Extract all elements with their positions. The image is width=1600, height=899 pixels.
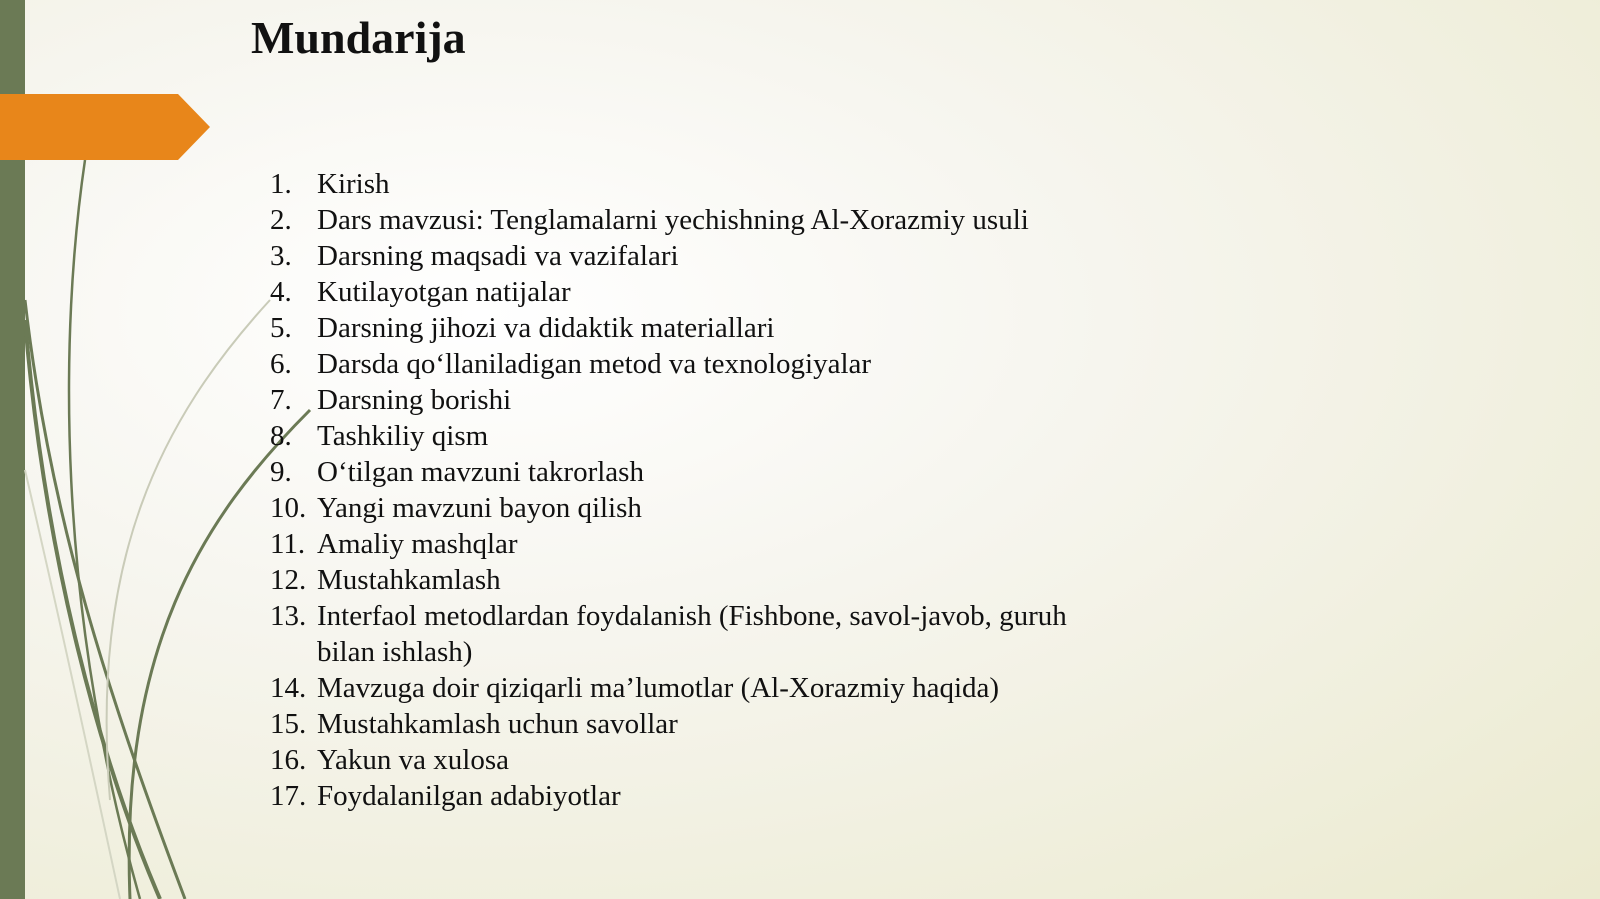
list-item-text: O‘tilgan mavzuni takrorlash (317, 456, 644, 488)
list-item-text: Kirish (317, 168, 390, 200)
orange-arrow-banner (0, 94, 210, 160)
list-item-number: 6. (270, 348, 292, 380)
list-item (270, 778, 1070, 814)
list-item-number: 3. (270, 240, 292, 272)
list-item-text: Interfaol metodlardan foydalanish (Fishbone, savol-javob, guruh bilan ishlash) (317, 600, 1067, 668)
list-item (270, 670, 1070, 706)
list-item-number: 14. (270, 672, 307, 704)
list-item-number: 5. (270, 312, 292, 344)
list-item (270, 238, 1070, 274)
list-item-text: Mavzuga doir qiziqarli ma’lumotlar (Al-Xorazmiy haqida) (317, 672, 1000, 704)
list-item-text: Darsning borishi (317, 384, 512, 416)
list-item-number: 4. (270, 276, 292, 308)
list-item-text: Yakun va xulosa (317, 744, 509, 776)
list-item-number: 11. (270, 528, 306, 560)
list-item-text: Darsning jihozi va didaktik materiallari (317, 312, 775, 344)
list-item-number: 17. (270, 780, 307, 812)
list-item-number: 15. (270, 708, 307, 740)
list-item (270, 562, 1070, 598)
list-item-text: Darsning maqsadi va vazifalari (317, 240, 679, 272)
list-item-number: 7. (270, 384, 292, 416)
list-item (270, 526, 1070, 562)
list-item-number: 13. (270, 600, 307, 632)
stem-line (25, 320, 160, 899)
list-item (270, 346, 1070, 382)
list-item (270, 598, 1070, 670)
list-item-number: 9. (270, 456, 292, 488)
list-item (270, 310, 1070, 346)
list-item-number: 1. (270, 168, 292, 200)
list-item (270, 490, 1070, 526)
list-item-number: 2. (270, 204, 292, 236)
list-item (270, 166, 1070, 202)
list-item-text: Mustahkamlash uchun savollar (317, 708, 678, 740)
list-item-number: 8. (270, 420, 292, 452)
stem-line (25, 300, 185, 899)
list-item-text: Dars mavzusi: Tenglamalarni yechishning Al-Xorazmiy usuli (317, 204, 1029, 236)
list-item-text: Kutilayotgan natijalar (317, 276, 571, 308)
list-item-text: Yangi mavzuni bayon qilish (317, 492, 642, 524)
list-item-number: 16. (270, 744, 307, 776)
slide-title: Mundarija (251, 12, 466, 63)
list-item (270, 382, 1070, 418)
list-item (270, 706, 1070, 742)
list-item-text: Darsda qo‘llaniladigan metod va texnologiyalar (317, 348, 872, 380)
list-item (270, 418, 1070, 454)
list-item-text: Mustahkamlash (317, 564, 501, 596)
list-item (270, 454, 1070, 490)
list-item-number: 10. (270, 492, 307, 524)
stem-line (25, 470, 120, 899)
list-item (270, 274, 1070, 310)
list-item-number: 12. (270, 564, 307, 596)
list-item-text: Foydalanilgan adabiyotlar (317, 780, 621, 812)
list-item-text: Tashkiliy qism (317, 420, 489, 452)
table-of-contents (270, 166, 1070, 814)
list-item (270, 202, 1070, 238)
stem-line (107, 300, 270, 800)
list-item (270, 742, 1070, 778)
list-item-text: Amaliy mashqlar (317, 528, 518, 560)
stem-line (69, 160, 140, 899)
